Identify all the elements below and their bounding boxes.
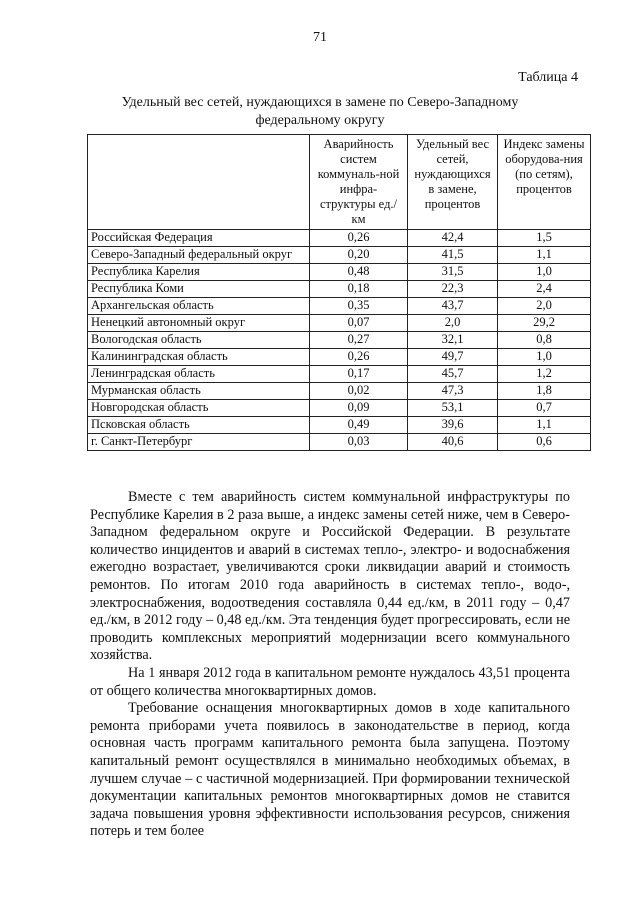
header-share-replacement: Удельный вес сетей, нуждающихся в замене, процентов xyxy=(408,135,498,230)
value-cell: 0,8 xyxy=(498,332,591,349)
table-row xyxy=(88,434,591,451)
value-cell: 39,6 xyxy=(408,417,498,434)
region-cell: Ненецкий автономный округ xyxy=(88,315,310,332)
table-title: Удельный вес сетей, нуждающихся в замене по Северо-Западному федеральному округу xyxy=(121,95,519,128)
value-cell: 0,7 xyxy=(498,400,591,417)
value-cell: 0,02 xyxy=(310,383,408,400)
value-cell: 1,0 xyxy=(498,349,591,366)
table-row xyxy=(88,264,591,281)
value-cell: 0,17 xyxy=(310,366,408,383)
value-cell: 0,35 xyxy=(310,298,408,315)
value-cell: 43,7 xyxy=(408,298,498,315)
value-cell: 0,26 xyxy=(310,349,408,366)
value-cell: 29,2 xyxy=(498,315,591,332)
table-row xyxy=(88,281,591,298)
region-cell: Российская Федерация xyxy=(88,230,310,247)
table-row xyxy=(88,366,591,383)
header-region xyxy=(88,135,310,230)
region-cell: Ленинградская область xyxy=(88,366,310,383)
table-row xyxy=(88,230,591,247)
value-cell: 1,2 xyxy=(498,366,591,383)
value-cell: 0,09 xyxy=(310,400,408,417)
table-row xyxy=(88,417,591,434)
value-cell: 1,1 xyxy=(498,247,591,264)
table-header-row xyxy=(88,135,591,230)
header-accident-rate: Аварийность систем коммуналь-ной инфра-структуры ед./км xyxy=(310,135,408,230)
value-cell: 0,03 xyxy=(310,434,408,451)
value-cell: 41,5 xyxy=(408,247,498,264)
value-cell: 53,1 xyxy=(408,400,498,417)
value-cell: 45,7 xyxy=(408,366,498,383)
table-row xyxy=(88,332,591,349)
data-table xyxy=(87,134,591,451)
paragraph: Требование оснащения многоквартирных домов в ходе капитального ремонта приборами учета появилось в законодательстве в период, когда основная часть программ капитального ремонта была запущена. Поэтому капитальный ремонт осуществлялся в минимально необходимых объемах, в лучшем случае – с частичной модернизацией. При формировании технической документации капитальных ремонтов многоквартирных домов не ставится задача повышения уровня эффективности использования ресурсов, снижения потерь и тем более xyxy=(90,700,570,840)
value-cell: 40,6 xyxy=(408,434,498,451)
region-cell: Республика Коми xyxy=(88,281,310,298)
table-row xyxy=(88,247,591,264)
value-cell: 2,0 xyxy=(498,298,591,315)
value-cell: 49,7 xyxy=(408,349,498,366)
value-cell: 0,27 xyxy=(310,332,408,349)
value-cell: 0,20 xyxy=(310,247,408,264)
table-row xyxy=(88,349,591,366)
region-cell: Новгородская область xyxy=(88,400,310,417)
region-cell: Республика Карелия xyxy=(88,264,310,281)
paragraph: На 1 января 2012 года в капитальном ремонте нуждалось 43,51 процента от общего количества многоквартирных домов. xyxy=(90,664,570,699)
header-replacement-index: Индекс замены оборудова-ния (по сетям), процентов xyxy=(498,135,591,230)
page-number: 71 xyxy=(313,30,327,45)
value-cell: 1,0 xyxy=(498,264,591,281)
table-label: Таблица 4 xyxy=(518,70,578,85)
value-cell: 47,3 xyxy=(408,383,498,400)
region-cell: Архангельская область xyxy=(88,298,310,315)
value-cell: 0,49 xyxy=(310,417,408,434)
value-cell: 31,5 xyxy=(408,264,498,281)
value-cell: 0,48 xyxy=(310,264,408,281)
region-cell: г. Санкт-Петербург xyxy=(88,434,310,451)
value-cell: 1,8 xyxy=(498,383,591,400)
value-cell: 1,1 xyxy=(498,417,591,434)
value-cell: 2,0 xyxy=(408,315,498,332)
region-cell: Калининградская область xyxy=(88,349,310,366)
value-cell: 0,07 xyxy=(310,315,408,332)
paragraph: Вместе с тем аварийность систем коммунальной инфраструктуры по Республике Карелия в 2 раза выше, а индекс замены сетей ниже, чем в Северо-Западном федеральном округе и Российской Федерации. В результате количество инцидентов и аварий в системах тепло-, электро- и водоснабжения ежегодно возрастает, увеличиваются сроки ликвидации аварий и стоимость ремонтов. По итогам 2010 года аварийность в системах тепло-, водо-, электроснабжения, водоотведения составляла 0,44 ед./км, в 2011 году – 0,47 ед./км, в 2012 году – 0,48 ед./км. Эта тенденция будет прогрессировать, если не проводить комплексных мероприятий модернизации всего коммунального хозяйства. xyxy=(90,489,570,664)
value-cell: 32,1 xyxy=(408,332,498,349)
table-row xyxy=(88,383,591,400)
value-cell: 1,5 xyxy=(498,230,591,247)
region-cell: Псковская область xyxy=(88,417,310,434)
region-cell: Мурманская область xyxy=(88,383,310,400)
value-cell: 22,3 xyxy=(408,281,498,298)
table-row xyxy=(88,315,591,332)
region-cell: Северо-Западный федеральный округ xyxy=(88,247,310,264)
value-cell: 0,26 xyxy=(310,230,408,247)
region-cell: Вологодская область xyxy=(88,332,310,349)
value-cell: 0,6 xyxy=(498,434,591,451)
value-cell: 42,4 xyxy=(408,230,498,247)
value-cell: 2,4 xyxy=(498,281,591,298)
table-row xyxy=(88,400,591,417)
body-text xyxy=(90,489,570,841)
value-cell: 0,18 xyxy=(310,281,408,298)
table-row xyxy=(88,298,591,315)
